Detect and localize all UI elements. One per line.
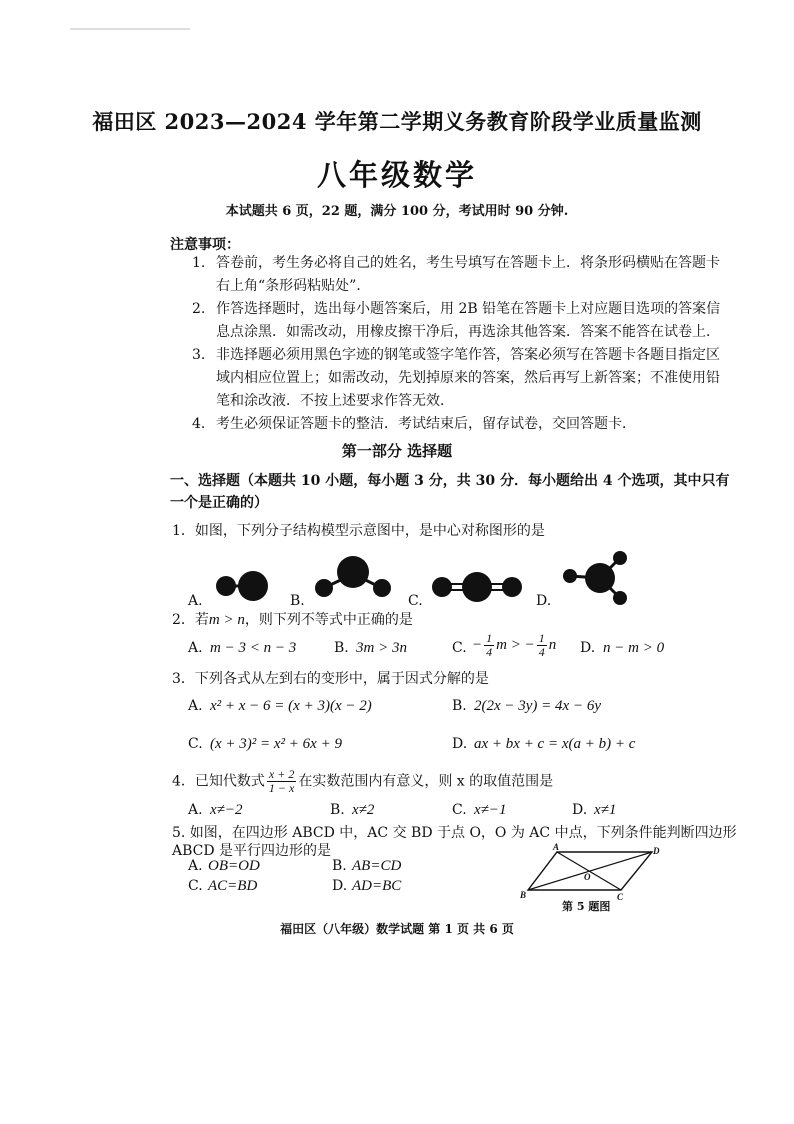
part-heading: 第一部分 选择题 bbox=[341, 442, 453, 460]
question-3-stem: 3．下列各式从左到右的变形中，属于因式分解的是 bbox=[172, 671, 489, 687]
q5-parallelogram-figure bbox=[515, 840, 665, 900]
q1-option-c-label: C. bbox=[408, 593, 423, 609]
subject-title: 八年级数学 bbox=[316, 158, 477, 192]
q4-option-d-label: D. bbox=[572, 802, 588, 818]
q2-option-d-label: D. bbox=[580, 640, 596, 656]
molecule-b bbox=[315, 556, 391, 597]
notice-item bbox=[192, 252, 732, 298]
molecule-d bbox=[563, 551, 627, 605]
q4-stem-prefix: 4．已知代数式 bbox=[172, 773, 265, 790]
q2-c-fraction bbox=[484, 632, 494, 659]
q5-option-c: AC=BD bbox=[208, 878, 258, 894]
q3-option-a-label: A. bbox=[188, 698, 203, 714]
notice-text: 作答选择题时，选出每小题答案后，用 2B 铅笔在答题卡上对应题目选项的答案信息点涂黑．如需改动，用橡皮擦干净后，再选涂其他答案．答案不能答在试卷上． bbox=[216, 301, 721, 340]
question-5-stem-line-2: ABCD 是平行四边形的是 bbox=[172, 843, 332, 859]
q2-condition: m > n bbox=[208, 612, 245, 628]
q4-option-b-label: B. bbox=[330, 802, 345, 818]
q2-c-variable: n bbox=[548, 636, 557, 653]
q4-option-c: x≠−1 bbox=[474, 802, 507, 818]
q3-option-c-label: C. bbox=[188, 736, 203, 752]
q4-option-c-label: C. bbox=[452, 802, 467, 818]
q3-option-d: ax + bx + c = x(a + b) + c bbox=[474, 736, 636, 752]
q1-option-a-label: A. bbox=[188, 593, 203, 609]
diagonal-bd bbox=[528, 852, 652, 890]
fraction-numerator: x + 2 bbox=[268, 767, 295, 781]
fraction-numerator: 1 bbox=[486, 631, 493, 645]
molecule-a bbox=[216, 571, 268, 601]
q2-option-b: 3m > 3n bbox=[356, 640, 407, 656]
q2-c-middle: m > − bbox=[496, 636, 535, 653]
q2-option-c bbox=[472, 632, 556, 659]
page-footer: 福田区（八年级）数学试题 第 1 页 共 6 页 bbox=[280, 922, 514, 936]
exam-header-title: 福田区 2023—2024 学年第二学期义务教育阶段学业质量监测 bbox=[92, 109, 702, 134]
point-label-a: A bbox=[553, 842, 560, 852]
notice-text: 答卷前，考生务必将自己的姓名，考生号填写在答题卡上．将条形码横贴在答题卡右上角“条形码粘贴处”． bbox=[216, 255, 720, 294]
q2-c-fraction-2 bbox=[537, 632, 547, 659]
q2-stem-suffix: ，则下列不等式中正确的是 bbox=[244, 612, 413, 628]
point-label-b: B bbox=[520, 890, 527, 900]
point-label-d: D bbox=[653, 846, 660, 856]
q5-option-d-label: D. bbox=[332, 878, 348, 894]
notice-heading: 注意事项： bbox=[170, 237, 240, 253]
notice-text: 考生必须保证答题卡的整洁．考试结束后，留存试卷，交回答题卡． bbox=[216, 416, 636, 432]
q5-option-a-label: A. bbox=[188, 858, 203, 874]
q3-option-d-label: D. bbox=[452, 736, 468, 752]
q5-figure-caption: 第 5 题图 bbox=[562, 900, 611, 913]
q3-option-a: x² + x − 6 = (x + 3)(x − 2) bbox=[210, 698, 372, 714]
section-heading: 一、选择题（本题共 10 小题，每小题 3 分，共 30 分．每小题给出 4 个选项，其中只有一个是正确的） bbox=[170, 473, 730, 511]
notice-item bbox=[192, 344, 732, 413]
q2-option-b-label: B. bbox=[334, 640, 349, 656]
question-5-stem-line-1: 5. 如图，在四边形 ABCD 中，AC 交 BD 于点 O，O 为 AC 中点，下列条件能判断四边形 bbox=[172, 825, 737, 841]
q5-option-b-label: B. bbox=[332, 858, 347, 874]
fraction-numerator: 1 bbox=[538, 631, 545, 645]
q1-option-d-label: D. bbox=[536, 593, 552, 609]
q3-option-c: (x + 3)² = x² + 6x + 9 bbox=[210, 736, 342, 752]
q2-option-c-label: C. bbox=[452, 640, 467, 656]
q4-option-a-label: A. bbox=[188, 802, 203, 818]
q4-fraction bbox=[267, 768, 296, 795]
q2-option-d: n − m > 0 bbox=[603, 640, 665, 656]
fraction-denominator: 1 − x bbox=[268, 781, 295, 795]
notice-num: 3. bbox=[192, 347, 206, 363]
question-2-stem bbox=[172, 609, 732, 631]
point-label-c: C bbox=[617, 892, 624, 902]
q2-stem-prefix: 2．若 bbox=[172, 612, 209, 628]
q5-option-c-label: C. bbox=[188, 878, 203, 894]
q2-option-a: m − 3 < n − 3 bbox=[210, 640, 297, 656]
notice-text: 非选择题必须用黑色字迹的钢笔或签字笔作答，答案必须写在答题卡各题目指定区域内相应位置上；如需改动，先划掉原来的答案，然后再写上新答案；不准使用铅笔和涂改液．不按上述要求作答无效． bbox=[216, 347, 720, 409]
q2-c-minus: − bbox=[472, 636, 483, 653]
notice-num: 1. bbox=[192, 255, 206, 271]
notice-num: 4. bbox=[192, 416, 206, 432]
question-4-stem bbox=[172, 768, 732, 795]
q3-option-b-label: B. bbox=[452, 698, 467, 714]
q4-option-d: x≠1 bbox=[594, 802, 617, 818]
q5-option-b: AB=CD bbox=[352, 858, 402, 874]
notice-num: 2. bbox=[192, 301, 206, 317]
q4-option-b: x≠2 bbox=[352, 802, 375, 818]
fraction-denominator: 4 bbox=[538, 645, 545, 659]
fraction-denominator: 4 bbox=[486, 645, 493, 659]
point-label-o: O bbox=[584, 872, 591, 882]
q5-option-a: OB=OD bbox=[208, 858, 260, 874]
q4-option-a: x≠−2 bbox=[210, 802, 243, 818]
q5-option-d: AD=BC bbox=[352, 878, 402, 894]
q3-option-b: 2(2x − 3y) = 4x − 6y bbox=[474, 698, 601, 714]
q2-option-a-label: A. bbox=[188, 640, 203, 656]
exam-info: 本试题共 6 页，22 题，满分 100 分，考试用时 90 分钟. bbox=[225, 204, 569, 219]
molecule-c bbox=[432, 572, 522, 602]
scan-mark bbox=[70, 28, 190, 30]
question-1-stem: 1．如图，下列分子结构模型示意图中，是中心对称图形的是 bbox=[172, 523, 545, 539]
q4-stem-suffix: 在实数范围内有意义，则 x 的取值范围是 bbox=[298, 773, 554, 790]
notice-item bbox=[192, 413, 732, 436]
notice-item bbox=[192, 298, 732, 344]
q1-option-b-label: B. bbox=[290, 593, 305, 609]
